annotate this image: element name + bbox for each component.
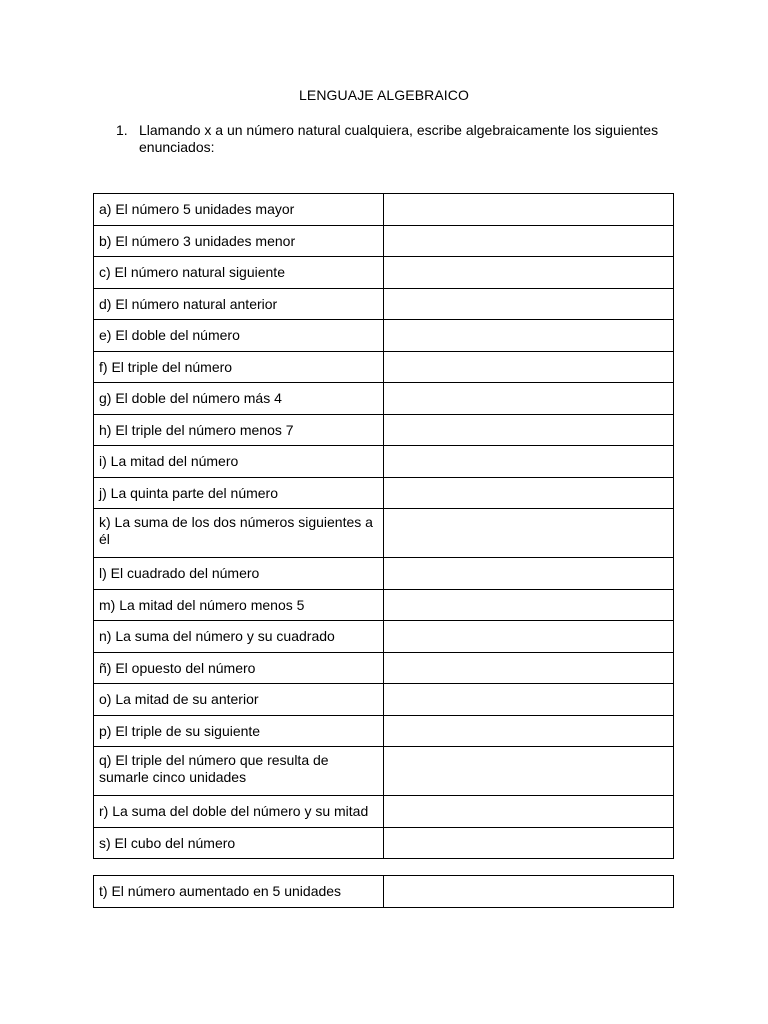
table-row	[94, 414, 674, 446]
prompt-cell: r) La suma del doble del número y su mitad	[94, 796, 384, 828]
table-row	[94, 589, 674, 621]
table-row	[94, 477, 674, 509]
table-row	[94, 684, 674, 716]
answer-cell[interactable]	[384, 876, 674, 908]
answer-cell[interactable]	[384, 589, 674, 621]
table-row	[94, 320, 674, 352]
prompt-cell: q) El triple del número que resulta de sumarle cinco unidades	[94, 747, 384, 796]
prompt-cell: l) El cuadrado del número	[94, 558, 384, 590]
prompt-cell: m) La mitad del número menos 5	[94, 589, 384, 621]
extra-exercise-table	[93, 875, 674, 908]
answer-cell[interactable]	[384, 446, 674, 478]
prompt-cell: s) El cubo del número	[94, 827, 384, 859]
answer-cell[interactable]	[384, 477, 674, 509]
table-row	[94, 558, 674, 590]
prompt-cell: i) La mitad del número	[94, 446, 384, 478]
page-title: LENGUAJE ALGEBRAICO	[299, 87, 469, 103]
answer-cell[interactable]	[384, 351, 674, 383]
instruction	[116, 122, 676, 156]
instruction-number: 1.	[116, 122, 128, 138]
table-row	[94, 509, 674, 558]
prompt-cell: f) El triple del número	[94, 351, 384, 383]
answer-cell[interactable]	[384, 715, 674, 747]
prompt-cell: t) El número aumentado en 5 unidades	[94, 876, 384, 908]
instruction-text: Llamando x a un número natural cualquiera, escribe algebraicamente los siguientes enunciados:	[139, 122, 659, 155]
prompt-cell: d) El número natural anterior	[94, 288, 384, 320]
answer-cell[interactable]	[384, 747, 674, 796]
prompt-cell: g) El doble del número más 4	[94, 383, 384, 415]
prompt-cell: e) El doble del número	[94, 320, 384, 352]
answer-cell[interactable]	[384, 684, 674, 716]
answer-cell[interactable]	[384, 796, 674, 828]
answer-cell[interactable]	[384, 652, 674, 684]
table-row	[94, 715, 674, 747]
answer-cell[interactable]	[384, 194, 674, 226]
table-row	[94, 257, 674, 289]
exercise-table	[93, 193, 674, 859]
answer-cell[interactable]	[384, 288, 674, 320]
table-row	[94, 621, 674, 653]
answer-cell[interactable]	[384, 558, 674, 590]
prompt-cell: ñ) El opuesto del número	[94, 652, 384, 684]
prompt-cell: p) El triple de su siguiente	[94, 715, 384, 747]
prompt-cell: b) El número 3 unidades menor	[94, 225, 384, 257]
answer-cell[interactable]	[384, 509, 674, 558]
table-row	[94, 796, 674, 828]
table-row	[94, 446, 674, 478]
answer-cell[interactable]	[384, 827, 674, 859]
table-row	[94, 747, 674, 796]
table-row	[94, 194, 674, 226]
prompt-cell: k) La suma de los dos números siguientes a él	[94, 509, 384, 558]
answer-cell[interactable]	[384, 414, 674, 446]
table-row	[94, 351, 674, 383]
table-row	[94, 383, 674, 415]
prompt-cell: n) La suma del número y su cuadrado	[94, 621, 384, 653]
table-row	[94, 288, 674, 320]
answer-cell[interactable]	[384, 257, 674, 289]
answer-cell[interactable]	[384, 320, 674, 352]
table-row	[94, 827, 674, 859]
table-row	[94, 225, 674, 257]
prompt-cell: o) La mitad de su anterior	[94, 684, 384, 716]
answer-cell[interactable]	[384, 225, 674, 257]
table-row	[94, 652, 674, 684]
table-row	[94, 876, 674, 908]
prompt-cell: h) El triple del número menos 7	[94, 414, 384, 446]
answer-cell[interactable]	[384, 621, 674, 653]
answer-cell[interactable]	[384, 383, 674, 415]
prompt-cell: c) El número natural siguiente	[94, 257, 384, 289]
prompt-cell: a) El número 5 unidades mayor	[94, 194, 384, 226]
prompt-cell: j) La quinta parte del número	[94, 477, 384, 509]
